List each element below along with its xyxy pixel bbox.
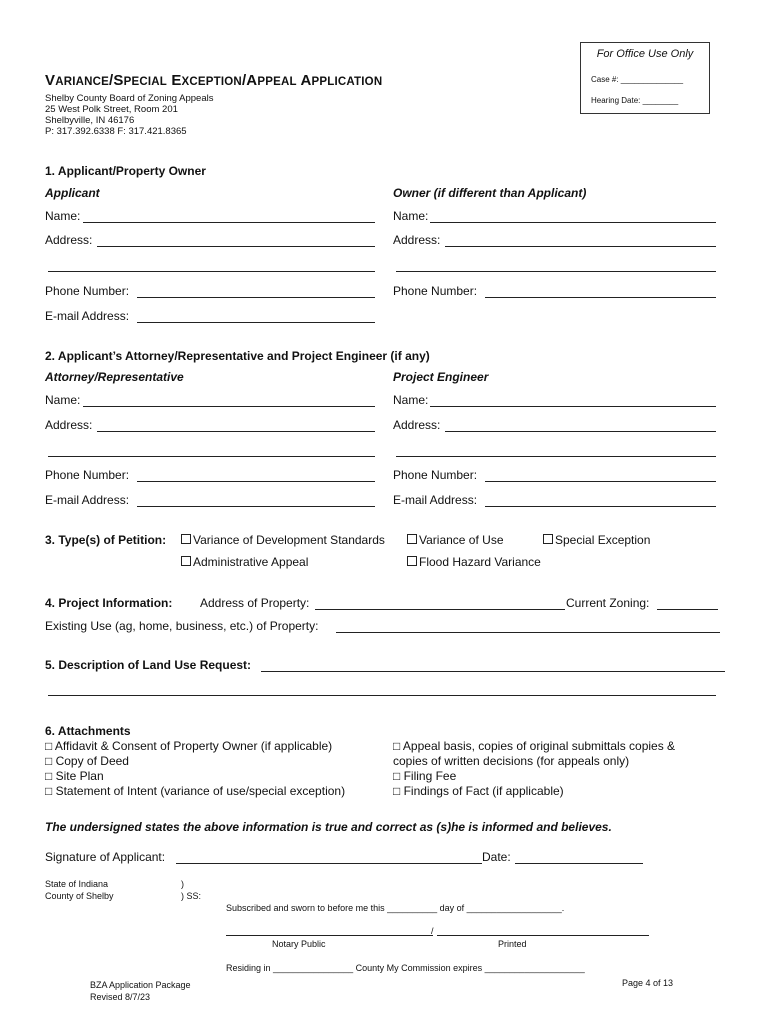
applicant-phone-label: Phone Number:: [45, 284, 130, 298]
notary-county: County of Shelby: [45, 891, 114, 901]
case-number-field: Case #: ______________: [591, 75, 684, 84]
page-title: VARIANCE/SPECIAL EXCEPTION/APPEAL APPLICATION: [45, 72, 383, 89]
applicant-email-field[interactable]: [137, 309, 375, 323]
org-city: Shelbyville, IN 46176: [45, 115, 135, 126]
attachment-affidavit: □ Affidavit & Consent of Property Owner (if applicable): [45, 739, 333, 753]
signature-date-field[interactable]: [515, 850, 643, 864]
engineer-name-label: Name:: [393, 393, 429, 407]
applicant-name-label: Name:: [45, 209, 81, 223]
notary-sworn-text: Subscribed and sworn to before me this __________ day of ___________________.: [226, 903, 565, 913]
notary-printed-label: Printed: [498, 939, 527, 949]
checkbox-icon[interactable]: [543, 534, 553, 544]
office-use-title: For Office Use Only: [596, 48, 694, 60]
office-use-box: [580, 42, 710, 114]
checkbox-icon[interactable]: [407, 534, 417, 544]
org-street: 25 West Polk Street, Room 201: [45, 104, 178, 115]
attachment-site-plan: □ Site Plan: [45, 769, 104, 783]
attorney-phone-label: Phone Number:: [45, 468, 130, 482]
checkbox-icon[interactable]: [181, 556, 191, 566]
engineer-subheading: Project Engineer: [393, 370, 489, 384]
section-5-heading: 5. Description of Land Use Request:: [45, 658, 252, 672]
notary-public-label: Notary Public: [272, 939, 326, 949]
attorney-subheading: Attorney/Representative: [45, 370, 184, 384]
checkbox-icon[interactable]: [407, 556, 417, 566]
section-3-heading: 3. Type(s) of Petition:: [45, 533, 167, 547]
applicant-address-line2[interactable]: [48, 258, 375, 272]
footer-package: BZA Application Package: [90, 980, 191, 990]
attorney-email-label: E-mail Address:: [45, 493, 130, 507]
engineer-phone-field[interactable]: [485, 468, 716, 482]
existing-use-label: Existing Use (ag, home, business, etc.) of Property:: [45, 619, 319, 633]
land-use-description-line2[interactable]: [48, 682, 716, 696]
applicant-address-label: Address:: [45, 233, 93, 247]
current-zoning-label: Current Zoning:: [566, 596, 650, 610]
engineer-address-label: Address:: [393, 418, 441, 432]
section-2-heading: 2. Applicant’s Attorney/Representative and Project Engineer (if any): [45, 349, 430, 363]
attorney-name-label: Name:: [45, 393, 81, 407]
land-use-description-field[interactable]: [261, 658, 725, 672]
signature-date-label: Date:: [482, 850, 511, 864]
section-1-heading: 1. Applicant/Property Owner: [45, 164, 206, 178]
existing-use-field[interactable]: [336, 619, 720, 633]
attachment-statement-intent: □ Statement of Intent (variance of use/special exception): [45, 784, 346, 798]
property-address-field[interactable]: [315, 596, 565, 610]
section-4-heading: 4. Project Information:: [45, 596, 173, 610]
owner-subheading: Owner (if different than Applicant): [393, 186, 587, 200]
attachment-deed: □ Copy of Deed: [45, 754, 129, 768]
footer-revised: Revised 8/7/23: [90, 992, 151, 1002]
owner-name-field[interactable]: [430, 209, 716, 223]
notary-state: State of Indiana: [45, 879, 109, 889]
owner-phone-label: Phone Number:: [393, 284, 478, 298]
attachment-findings-fact: □ Findings of Fact (if applicable): [393, 784, 564, 798]
owner-phone-field[interactable]: [485, 284, 716, 298]
attorney-phone-field[interactable]: [137, 468, 375, 482]
signature-field[interactable]: [176, 850, 482, 864]
engineer-address-field[interactable]: [445, 418, 716, 432]
engineer-email-field[interactable]: [485, 493, 716, 507]
attorney-address-line2[interactable]: [48, 443, 375, 457]
owner-address-label: Address:: [393, 233, 441, 247]
notary-ss: ) SS:: [181, 891, 202, 901]
attachment-appeal-basis-cont: copies of written decisions (for appeals only): [393, 754, 630, 768]
org-name: Shelby County Board of Zoning Appeals: [45, 93, 214, 104]
owner-address-line2[interactable]: [396, 258, 716, 272]
org-phone: P: 317.392.6338 F: 317.421.8365: [45, 126, 187, 137]
petition-special-exception[interactable]: Special Exception: [543, 533, 650, 547]
petition-administrative-appeal[interactable]: Administrative Appeal: [181, 555, 308, 569]
petition-variance-use[interactable]: Variance of Use: [407, 533, 504, 547]
notary-printed-line[interactable]: [437, 935, 649, 936]
applicant-phone-field[interactable]: [137, 284, 375, 298]
engineer-address-line2[interactable]: [396, 443, 716, 457]
declaration-text: The undersigned states the above information is true and correct as (s)he is informed and believes.: [45, 820, 612, 834]
attorney-name-field[interactable]: [83, 393, 375, 407]
owner-address-field[interactable]: [445, 233, 716, 247]
petition-variance-development[interactable]: Variance of Development Standards: [181, 533, 385, 547]
current-zoning-field[interactable]: [657, 596, 718, 610]
hearing-date-field: Hearing Date: ________: [591, 96, 679, 105]
engineer-phone-label: Phone Number:: [393, 468, 478, 482]
applicant-email-label: E-mail Address:: [45, 309, 130, 323]
checkbox-icon[interactable]: [181, 534, 191, 544]
notary-public-line[interactable]: [226, 935, 433, 936]
attorney-address-field[interactable]: [97, 418, 375, 432]
section-6-heading: 6. Attachments: [45, 724, 131, 738]
petition-flood-hazard[interactable]: Flood Hazard Variance: [407, 555, 541, 569]
applicant-address-field[interactable]: [97, 233, 375, 247]
notary-residing: Residing in ________________ County My Commission expires ____________________: [226, 963, 585, 973]
attorney-address-label: Address:: [45, 418, 93, 432]
owner-name-label: Name:: [393, 209, 429, 223]
applicant-name-field[interactable]: [83, 209, 375, 223]
signature-label: Signature of Applicant:: [45, 850, 166, 864]
attachment-filing-fee: □ Filing Fee: [393, 769, 457, 783]
property-address-label: Address of Property:: [200, 596, 310, 610]
footer-page-number: Page 4 of 13: [622, 978, 674, 988]
notary-paren-1: ): [181, 879, 184, 889]
engineer-name-field[interactable]: [430, 393, 716, 407]
applicant-subheading: Applicant: [45, 186, 100, 200]
attachment-appeal-basis: □ Appeal basis, copies of original submittals copies &: [393, 739, 676, 753]
engineer-email-label: E-mail Address:: [393, 493, 478, 507]
attorney-email-field[interactable]: [137, 493, 375, 507]
notary-slash: /: [431, 926, 434, 936]
